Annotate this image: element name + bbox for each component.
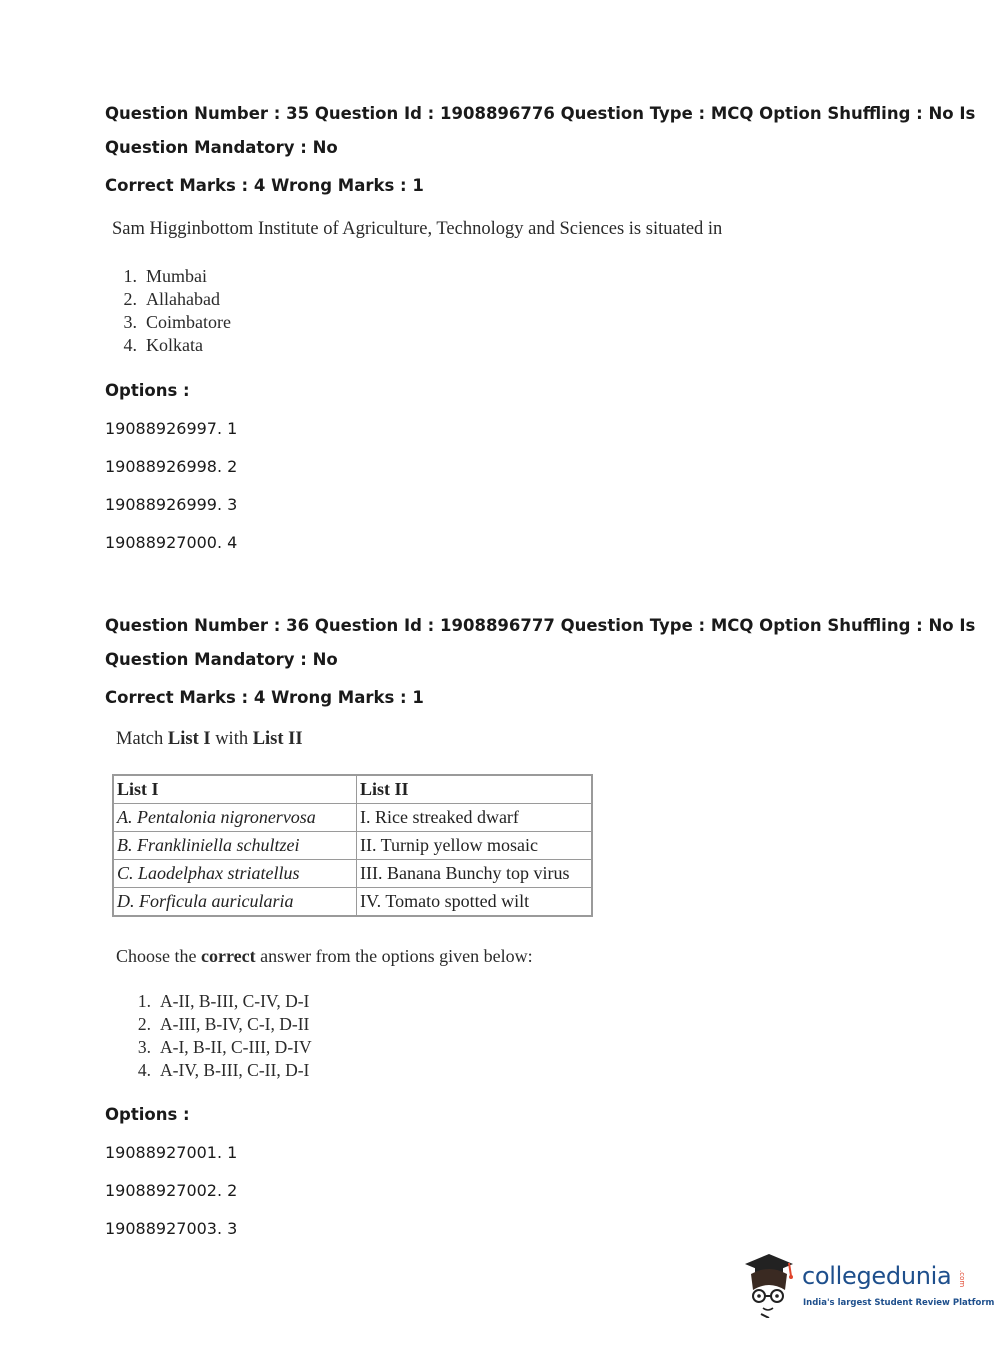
q35-choice: 4. Kolkata bbox=[123, 335, 203, 355]
table-row bbox=[113, 804, 592, 832]
q35-choice: 1. Mumbai bbox=[123, 266, 207, 286]
q36-option: 19088927003. 3 bbox=[105, 1219, 238, 1238]
table-cell-list1: C. Laodelphax striatellus bbox=[113, 860, 357, 888]
q36-choose-instruction: Choose the correct answer from the options given below: bbox=[116, 946, 533, 966]
q35-option: 19088927000. 4 bbox=[105, 533, 238, 552]
q35-option: 19088926998. 2 bbox=[105, 457, 238, 476]
table-header-row bbox=[113, 775, 592, 804]
q36-options-label: Options : bbox=[105, 1105, 190, 1124]
q36-choice: 4. A-IV, B-III, C-II, D-I bbox=[137, 1060, 310, 1080]
q36-marks: Correct Marks : 4 Wrong Marks : 1 bbox=[105, 688, 424, 707]
q36-header-line1: Question Number : 36 Question Id : 1908896777 Question Type : MCQ Option Shuffling : No Is bbox=[105, 616, 976, 635]
table-cell-list1: A. Pentalonia nigronervosa bbox=[113, 804, 357, 832]
q35-choice: 3. Coimbatore bbox=[123, 312, 231, 332]
brand-tagline: India's largest Student Review Platform bbox=[803, 1298, 995, 1308]
table-row bbox=[113, 832, 592, 860]
q36-option: 19088927002. 2 bbox=[105, 1181, 238, 1200]
q36-option: 19088927001. 1 bbox=[105, 1143, 238, 1162]
q35-options-label: Options : bbox=[105, 381, 190, 400]
q36-header-line2: Question Mandatory : No bbox=[105, 650, 338, 669]
table-row bbox=[113, 888, 592, 917]
table-cell-list1: D. Forficula auricularia bbox=[113, 888, 357, 917]
q35-stem: Sam Higginbottom Institute of Agriculture, Technology and Sciences is situated in bbox=[112, 219, 723, 239]
q35-option: 19088926999. 3 bbox=[105, 495, 238, 514]
table-cell-list2: II. Turnip yellow mosaic bbox=[357, 832, 593, 860]
brand-name: collegedunia bbox=[802, 1262, 952, 1290]
q35-header-line2: Question Mandatory : No bbox=[105, 138, 338, 157]
q35-header-line1: Question Number : 35 Question Id : 1908896776 Question Type : MCQ Option Shuffling : No Is bbox=[105, 104, 976, 123]
q36-stem: Match List I with List II bbox=[116, 729, 303, 749]
table-row bbox=[113, 860, 592, 888]
q35-choice: 2. Allahabad bbox=[123, 289, 220, 309]
q35-choice-list bbox=[110, 265, 231, 357]
q36-choice-list bbox=[124, 990, 312, 1082]
match-table bbox=[112, 774, 593, 917]
q36-choice: 1. A-II, B-III, C-IV, D-I bbox=[137, 991, 310, 1011]
table-cell-list1: B. Frankliniella schultzei bbox=[113, 832, 357, 860]
q36-choice: 2. A-III, B-IV, C-I, D-II bbox=[137, 1014, 310, 1034]
brand-dotcom: .com bbox=[958, 1270, 966, 1288]
table-cell-list2: I. Rice streaked dwarf bbox=[357, 804, 593, 832]
table-header-list2: List II bbox=[357, 775, 593, 804]
table-cell-list2: III. Banana Bunchy top virus bbox=[357, 860, 593, 888]
q35-option: 19088926997. 1 bbox=[105, 419, 238, 438]
q35-marks: Correct Marks : 4 Wrong Marks : 1 bbox=[105, 176, 424, 195]
table-header-list1: List I bbox=[113, 775, 357, 804]
q36-choice: 3. A-I, B-II, C-III, D-IV bbox=[137, 1037, 312, 1057]
table-cell-list2: IV. Tomato spotted wilt bbox=[357, 888, 593, 917]
